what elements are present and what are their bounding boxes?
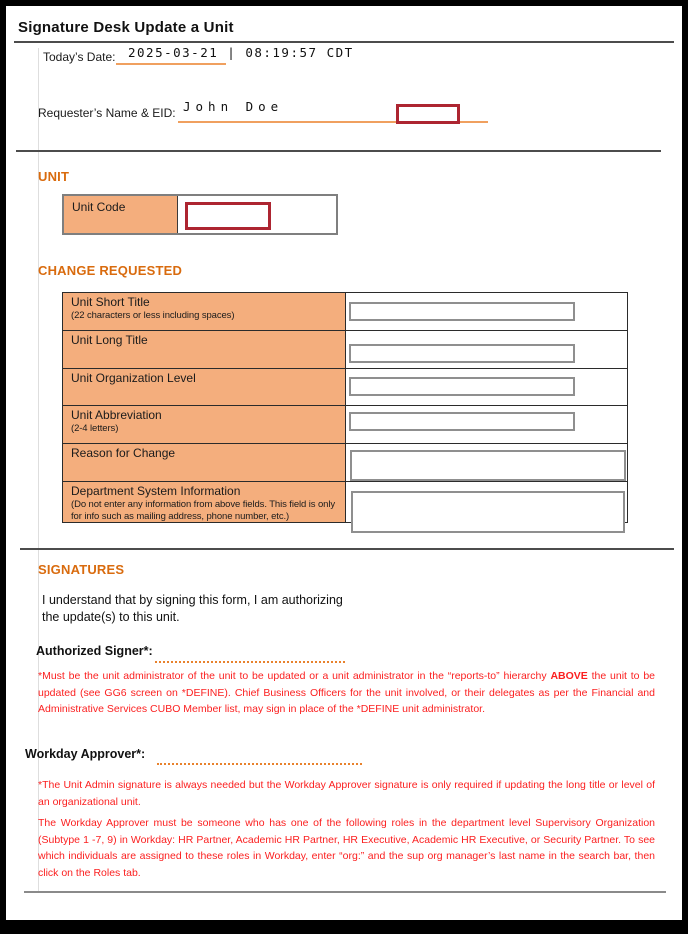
row-sublabel: (22 characters or less including spaces) [71,310,235,321]
change-requested-table [62,292,628,523]
page-title: Signature Desk Update a Unit [18,19,234,36]
signatures-heading: SIGNATURES [38,562,125,577]
signature-statement [42,592,343,626]
unit-code-required-box[interactable] [185,202,271,230]
table-row [63,481,627,522]
row-sublabel: (2-4 letters) [71,423,119,434]
unit-organization-level-input[interactable] [349,377,575,396]
workday-approver-note-2: The Workday Approver must be someone who has one of the following roles in the department level Supervisory Organization (Subtype 1 -7, 9) in Workday: HR Partner, Academic HR Partner, HR Executive, Academic HR Executive, or Security Partner. To see which individuals are assigned to these roles in Workday, enter “org:” and the sup org manager’s last name in the search bar, then click on the Roles tab. [38,817,655,879]
page-border-top [0,0,688,6]
authorized-signer-signature-line[interactable] [155,657,345,663]
row-label: Unit Organization Level [71,371,196,385]
unit-code-label: Unit Code [64,196,178,233]
unit-code-value-cell [178,196,336,233]
row-label: Unit Abbreviation [71,408,162,422]
unit-organization-level-label-cell [63,369,346,405]
todays-date-underline [116,63,226,65]
todays-date-label: Today’s Date: [43,50,116,64]
unit-long-title-value-cell [346,331,627,368]
todays-date-value[interactable]: 2025-03-21 | 08:19:57 CDT [128,45,354,60]
section-divider-unit [16,150,661,152]
note-text: *Must be the unit administrator of the unit to be updated or a unit administrator in the “reports-to” hierarchy [38,670,551,682]
statement-line: I understand that by signing this form, I am authorizing [42,593,343,607]
row-label: Unit Short Title [71,295,150,309]
row-label: Reason for Change [71,446,176,460]
unit-code-table [62,194,338,235]
unit-short-title-input[interactable] [349,302,575,321]
page-border-left [0,0,6,934]
unit-abbreviation-value-cell [346,406,627,443]
title-divider [14,41,674,43]
department-system-information-label-cell [63,482,346,522]
workday-approver-label: Workday Approver*: [25,747,146,761]
table-row [63,368,627,405]
table-row [63,443,627,481]
unit-section-heading: UNIT [38,169,70,184]
workday-approver-note-1: *The Unit Admin signature is always needed but the Workday Approver signature is only required if updating the long title or level of an organizational unit. [38,779,655,808]
authorized-signer-note [38,668,655,718]
unit-abbreviation-label-cell [63,406,346,443]
unit-long-title-input[interactable] [349,344,575,363]
unit-abbreviation-input[interactable] [349,412,575,431]
unit-short-title-label-cell [63,293,346,330]
note-text: the unit to be updated (see GG6 screen on *DEFINE). Chief Business Officers for the unit involved, or their delegates as per the Financial and Administrative Services CUBO Member list, may sign in place of the *DEFINE unit administrator. [38,670,655,715]
unit-short-title-value-cell [346,293,627,330]
bottom-divider [24,891,666,893]
authorized-signer-label: Authorized Signer*: [36,644,153,658]
change-requested-heading: CHANGE REQUESTED [38,263,183,278]
reason-for-change-value-cell [346,444,627,481]
row-label: Department System Information [71,484,241,498]
unit-long-title-label-cell [63,331,346,368]
requester-name-value[interactable]: John Doe [183,99,284,114]
workday-approver-signature-line[interactable] [157,759,362,765]
page-border-right [682,0,688,934]
note-text-bold: ABOVE [550,670,588,682]
table-row [63,405,627,443]
section-divider-signatures [20,548,674,550]
page-border-bottom [0,920,688,934]
requester-eid-required-box[interactable] [396,104,460,124]
row-label: Unit Long Title [71,333,148,347]
unit-organization-level-value-cell [346,369,627,405]
reason-for-change-input[interactable] [350,450,626,481]
reason-for-change-label-cell [63,444,346,481]
table-row [63,330,627,368]
department-system-information-input[interactable] [351,491,625,533]
statement-line: the update(s) to this unit. [42,610,180,624]
row-sublabel: (Do not enter any information from above fields. This field is only for info such as mailing address, phone number, etc.) [71,499,336,522]
requester-name-label: Requester’s Name & EID: [38,106,176,120]
department-system-information-value-cell [346,482,627,522]
table-row [63,293,627,330]
